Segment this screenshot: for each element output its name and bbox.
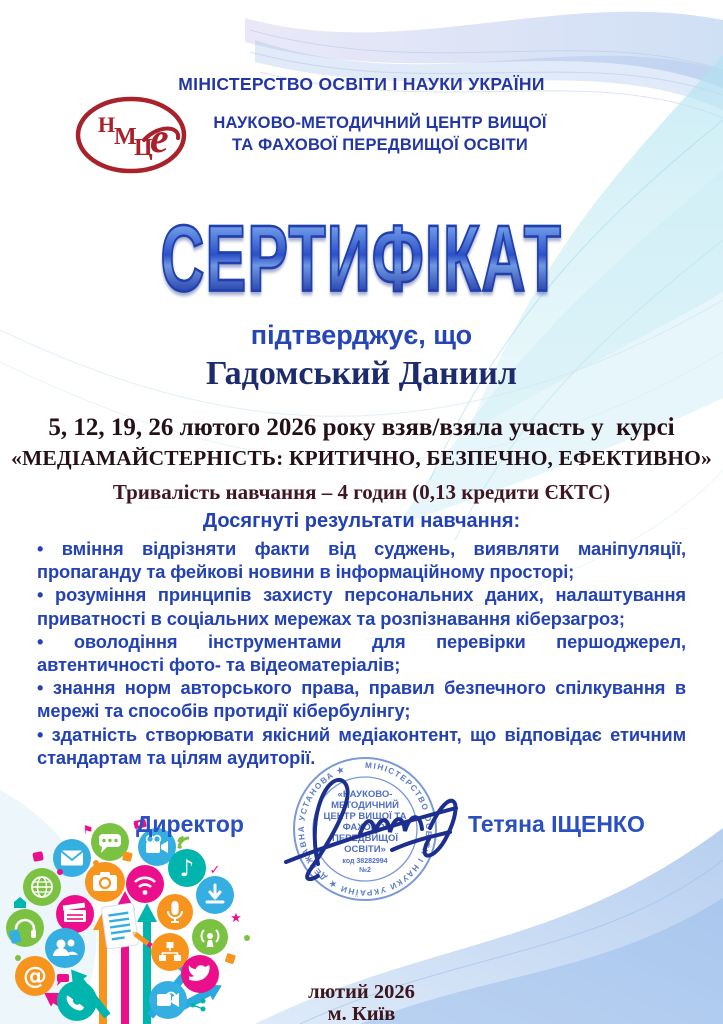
results-heading: Досягнуті результати навчання: (202, 510, 521, 532)
microphone-icon (157, 894, 193, 930)
stamp-line: ФАХОВОЇ (342, 822, 388, 833)
svg-text:⚑: ⚑ (82, 823, 94, 837)
course-dates-line: 5, 12, 19, 26 лютого 2026 року взяв/взяла участь у курсі (48, 414, 675, 441)
logo-letter-e: е (150, 116, 169, 162)
confirms-line: підтверджує, що (250, 320, 473, 350)
stamp-line: код 38282994 (342, 858, 388, 865)
stamp-line: МЕТОДИЧНИЙ (331, 800, 399, 811)
result-item: • знання норм авторського права, правил безпечного спілкування в мережі та способів протидії кібербулінгу; (37, 677, 686, 722)
org-line2: ТА ФАХОВОЇ ПЕРЕДВИЩОЇ ОСВІТИ (232, 136, 528, 154)
result-item: • вміння відрізняти факти від суджень, виявляти маніпуляції, пропаганду та фейкові новини в інформаційному просторі; (37, 538, 686, 583)
results-list (37, 537, 686, 769)
stamp-line: «НАУКОВО- (337, 789, 393, 800)
stamp-ring-text: МІНІСТЕРСТВО ОСВІТИ І НАУКИ УКРАЇНИ ★ ДЕРЖАВНА УСТАНОВА ★ (296, 760, 434, 898)
issue-date: лютий 2026 (308, 981, 415, 1003)
org-line1: НАУКОВО-МЕТОДИЧНИЙ ЦЕНТР ВИЩОЇ (213, 114, 547, 132)
logo-letter-n: Н (98, 112, 116, 137)
course-name-line: «МЕДІАМАЙСТЕРНІСТЬ: КРИТИЧНО, БЕЗПЕЧНО, ЕФЕКТИВНО» (11, 446, 712, 470)
stamp-line: ЦЕНТР ВИЩОЇ ТА (323, 811, 407, 822)
stamp-line: №2 (359, 867, 371, 874)
camera-icon (85, 862, 125, 902)
svg-text:★: ★ (230, 911, 242, 926)
holder-name: Гадомський Даниил (206, 355, 517, 392)
director-signature (272, 752, 472, 902)
footer (0, 981, 723, 1024)
logo-letter-c: Ц (134, 135, 153, 161)
svg-text:@: @ (23, 962, 47, 990)
certificate-title-wrap (0, 206, 723, 310)
ministry-title: МІНІСТЕРСТВО ОСВІТИ І НАУКИ УКРАЇНИ (178, 74, 545, 94)
wifi-icon (126, 865, 164, 903)
stamp-line: ОСВІТИ» (344, 844, 386, 855)
globe-icon (23, 868, 61, 906)
svg-text:♪: ♪ (179, 856, 195, 882)
result-item: • оволодіння інструментами для перевірки першоджерел, автентичності фото- та відеоматеріалів; (37, 630, 686, 676)
org-title (60, 112, 700, 156)
music-note-icon (168, 849, 206, 887)
result-item: • здатність створювати якісний медіаконтент, що відповідає етичним стандартам та цілям аудиторії. (37, 723, 686, 768)
certificate-title: СЕРТИФІКАТ (160, 207, 563, 312)
download-icon (196, 876, 234, 914)
director-label: Директор (136, 811, 244, 837)
svg-text:✓: ✓ (209, 863, 221, 878)
duration-line: Тривалість навчання – 4 годин (0,13 кредити ЄКТС) (112, 480, 611, 504)
users-icon (45, 928, 85, 968)
rss-icon (178, 838, 189, 849)
stamp-line: ПЕРЕДВИЩОЇ (332, 833, 398, 844)
issue-city: м. Київ (327, 1003, 396, 1024)
result-item: • розуміння принципів захисту персональних даних, налаштування приватності в соціальних мережах та розпізнавання кіберзагроз; (37, 584, 686, 629)
clapperboard-icon (56, 895, 94, 933)
podcast-icon (192, 919, 228, 955)
director-name: Тетяна ІЩЕНКО (468, 811, 645, 837)
logo-letter-m: М (114, 124, 137, 150)
